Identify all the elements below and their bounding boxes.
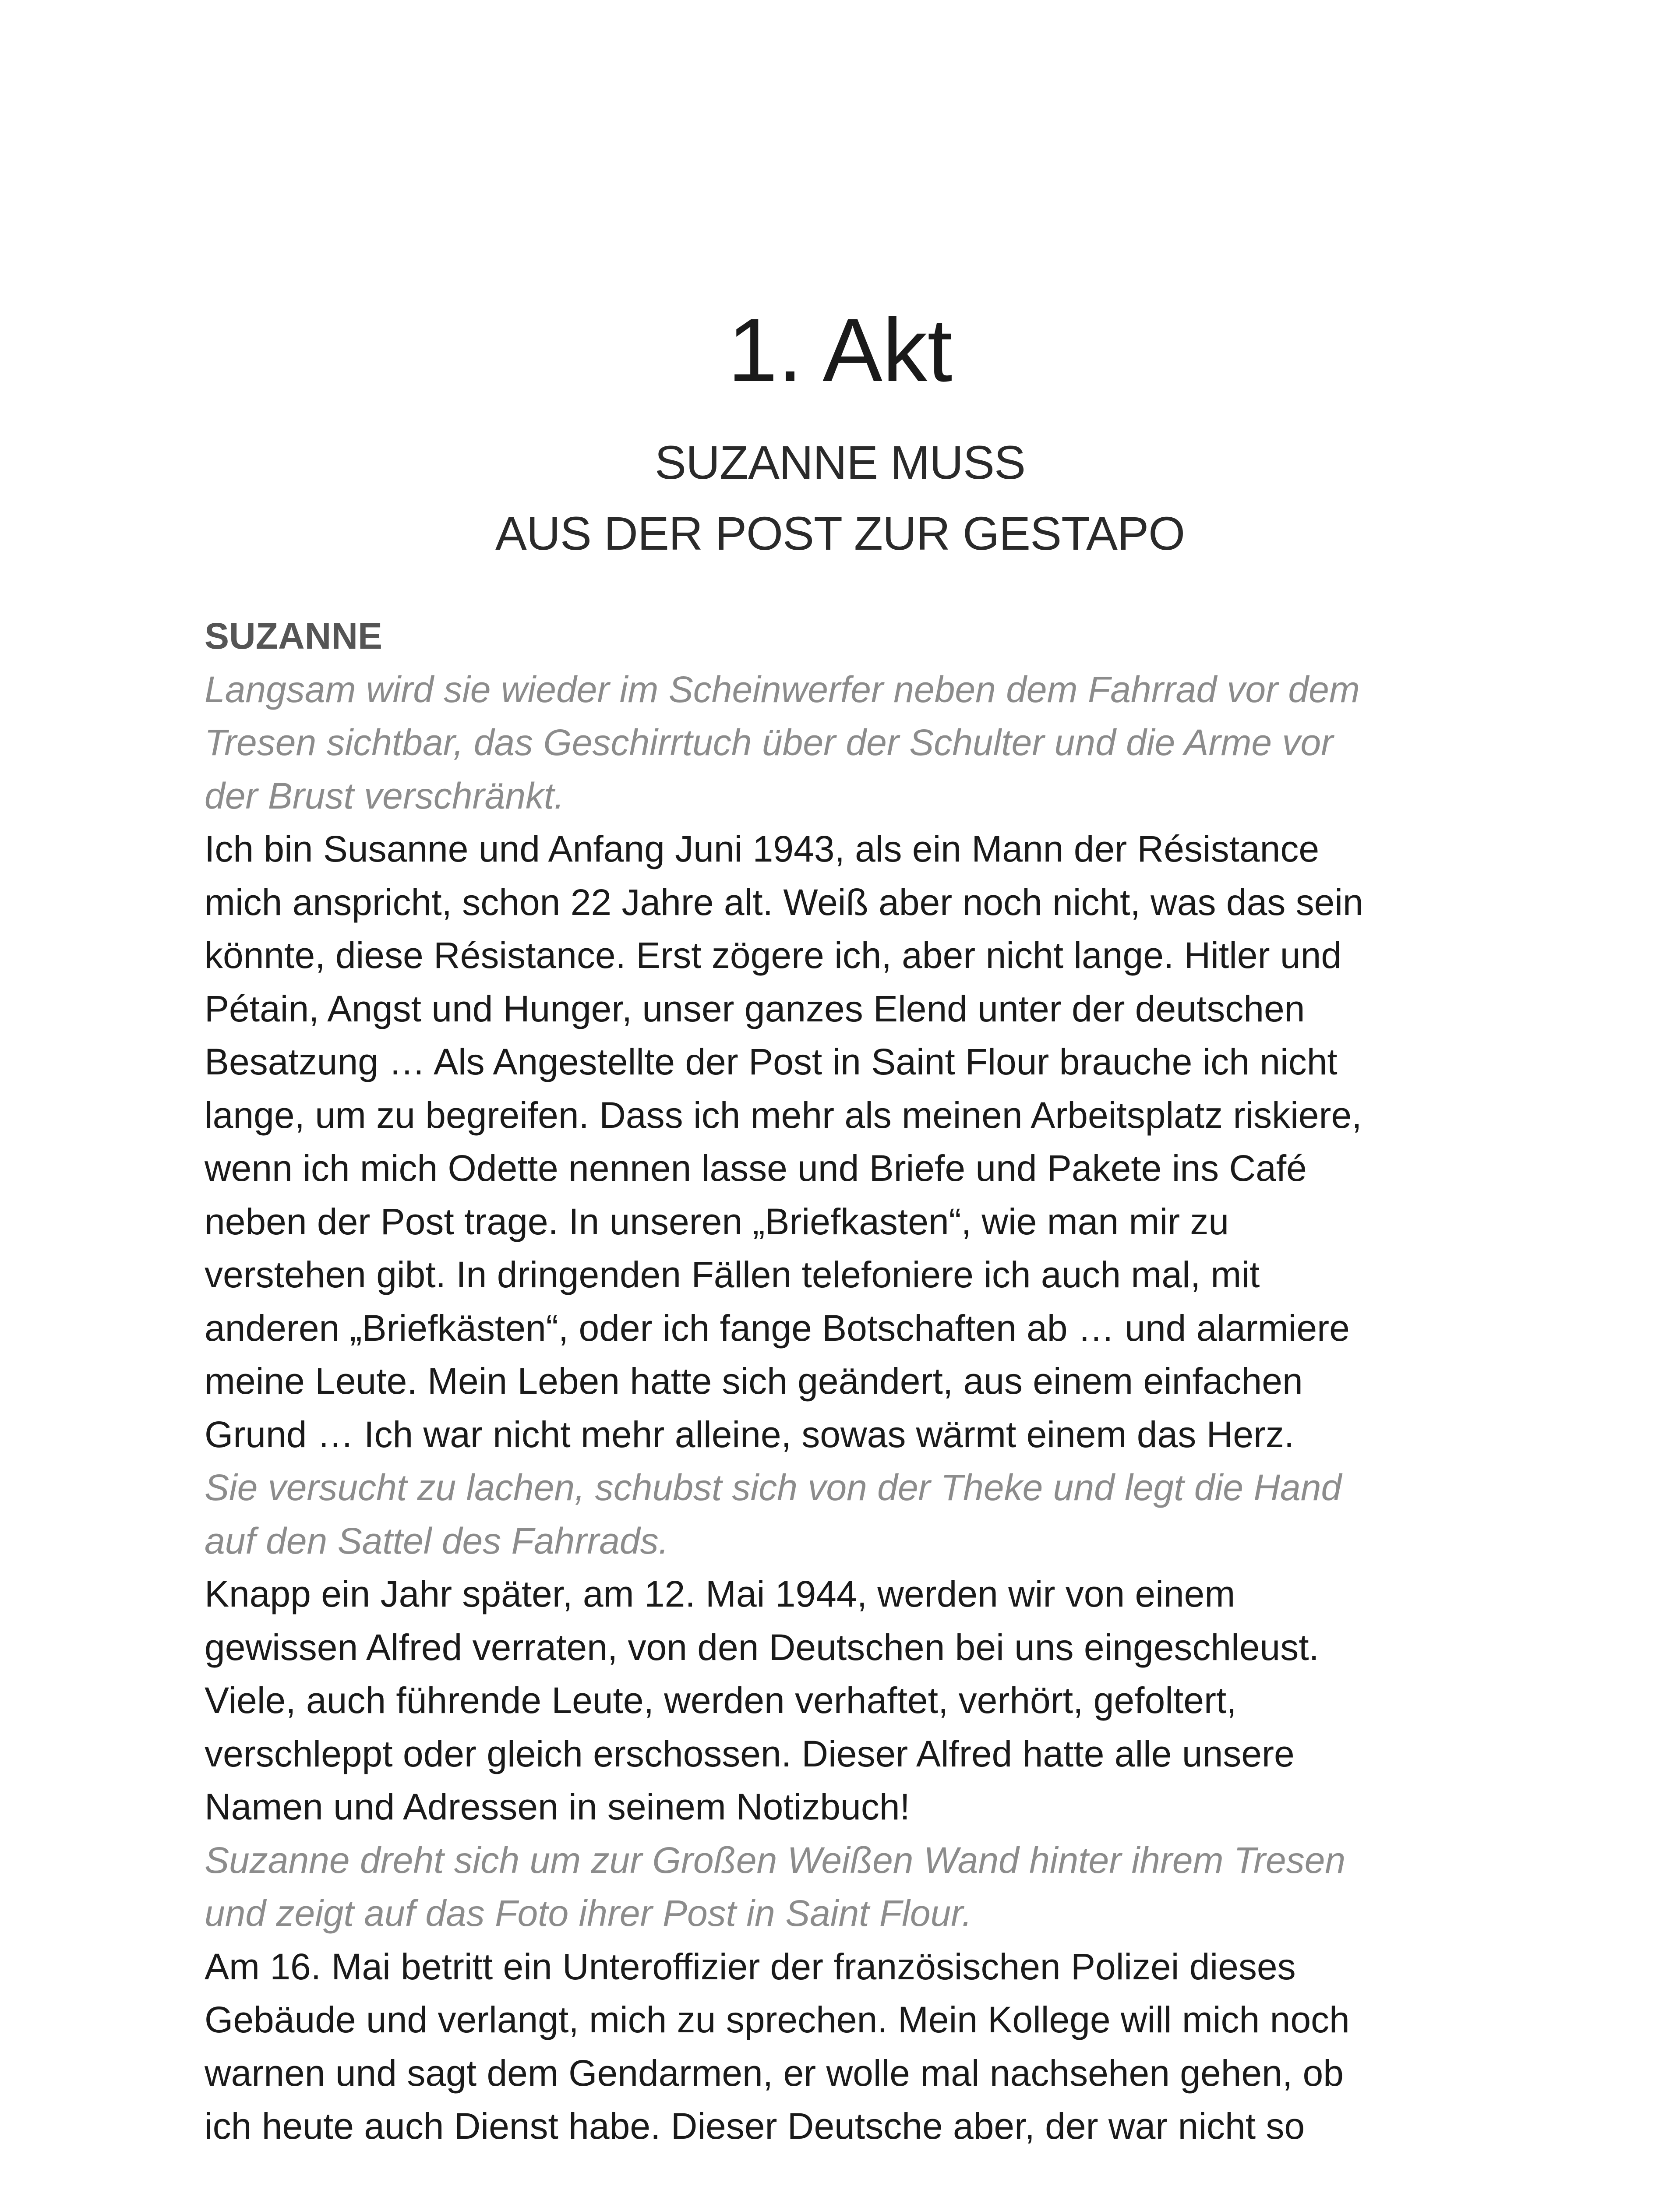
speech <box>205 1568 1466 1834</box>
speech-line: lange, um zu begreifen. Dass ich mehr als meinen Arbeitsplatz riskiere, <box>205 1094 1362 1136</box>
speech <box>205 823 1466 1461</box>
speech-line: Ich bin Susanne und Anfang Juni 1943, als ein Mann der Résistance <box>205 828 1320 869</box>
speech-line: Grund … Ich war nicht mehr alleine, sowas wärmt einem das Herz. <box>205 1413 1295 1455</box>
speech-line: mich anspricht, schon 22 Jahre alt. Weiß aber noch nicht, was das sein <box>205 881 1363 923</box>
speech-line: Am 16. Mai betritt ein Unteroffizier der französischen Polizei dieses <box>205 1946 1296 1987</box>
speech-line: verschleppt oder gleich erschossen. Dieser Alfred hatte alle unsere <box>205 1733 1295 1774</box>
stage-direction-line: und zeigt auf das Foto ihrer Post in Saint Flour. <box>205 1893 972 1934</box>
stage-direction-line: der Brust verschränkt. <box>205 775 565 816</box>
speech-line: Knapp ein Jahr später, am 12. Mai 1944, werden wir von einem <box>205 1573 1235 1614</box>
speech-line: Besatzung … Als Angestellte der Post in Saint Flour brauche ich nicht <box>205 1041 1338 1082</box>
stage-direction-line: Sie versucht zu lachen, schubst sich von der Theke und legt die Hand <box>205 1467 1342 1508</box>
speech-line: meine Leute. Mein Leben hatte sich geändert, aus einem einfachen <box>205 1360 1303 1402</box>
speech-line: warnen und sagt dem Gendarmen, er wolle mal nachsehen gehen, ob <box>205 2052 1344 2094</box>
speech-line: Namen und Adressen in seinem Notizbuch! <box>205 1786 910 1827</box>
speech-line: ich heute auch Dienst habe. Dieser Deutsche aber, der war nicht so <box>205 2105 1305 2147</box>
speech <box>205 1940 1466 2153</box>
subtitle-line: SUZANNE MUSS <box>654 436 1026 489</box>
speech-line: Pétain, Angst und Hunger, unser ganzes Elend unter der deutschen <box>205 988 1305 1029</box>
scene-subtitle <box>0 427 1680 569</box>
speaker-name: SUZANNE <box>205 615 383 657</box>
act-title: 1. Akt <box>727 300 953 400</box>
speech-line: Gebäude und verlangt, mich zu sprechen. Mein Kollege will mich noch <box>205 1999 1350 2040</box>
speech-line: neben der Post trage. In unseren „Briefkasten“, wie man mir zu <box>205 1201 1229 1242</box>
script-body <box>205 610 1466 2153</box>
stage-direction-line: Suzanne dreht sich um zur Großen Weißen Wand hinter ihrem Tresen <box>205 1839 1346 1881</box>
subtitle-line: AUS DER POST ZUR GESTAPO <box>495 507 1185 560</box>
speech-line: könnte, diese Résistance. Erst zögere ich, aber nicht lange. Hitler und <box>205 935 1342 976</box>
stage-direction <box>205 1834 1466 1940</box>
stage-direction <box>205 1461 1466 1568</box>
speech-line: gewissen Alfred verraten, von den Deutschen bei uns eingeschleust. <box>205 1626 1319 1668</box>
speech-line: verstehen gibt. In dringenden Fällen telefoniere ich auch mal, mit <box>205 1254 1260 1295</box>
speech-line: anderen „Briefkästen“, oder ich fange Botschaften ab … und alarmiere <box>205 1307 1350 1349</box>
stage-direction-line: Langsam wird sie wieder im Scheinwerfer neben dem Fahrrad vor dem <box>205 668 1360 710</box>
stage-direction-line: auf den Sattel des Fahrrads. <box>205 1520 669 1561</box>
speech-line: Viele, auch führende Leute, werden verhaftet, verhört, gefoltert, <box>205 1680 1237 1721</box>
speech-line: wenn ich mich Odette nennen lasse und Briefe und Pakete ins Café <box>205 1148 1307 1189</box>
stage-direction <box>205 663 1466 823</box>
stage-direction-line: Tresen sichtbar, das Geschirrtuch über der Schulter und die Arme vor <box>205 722 1334 763</box>
